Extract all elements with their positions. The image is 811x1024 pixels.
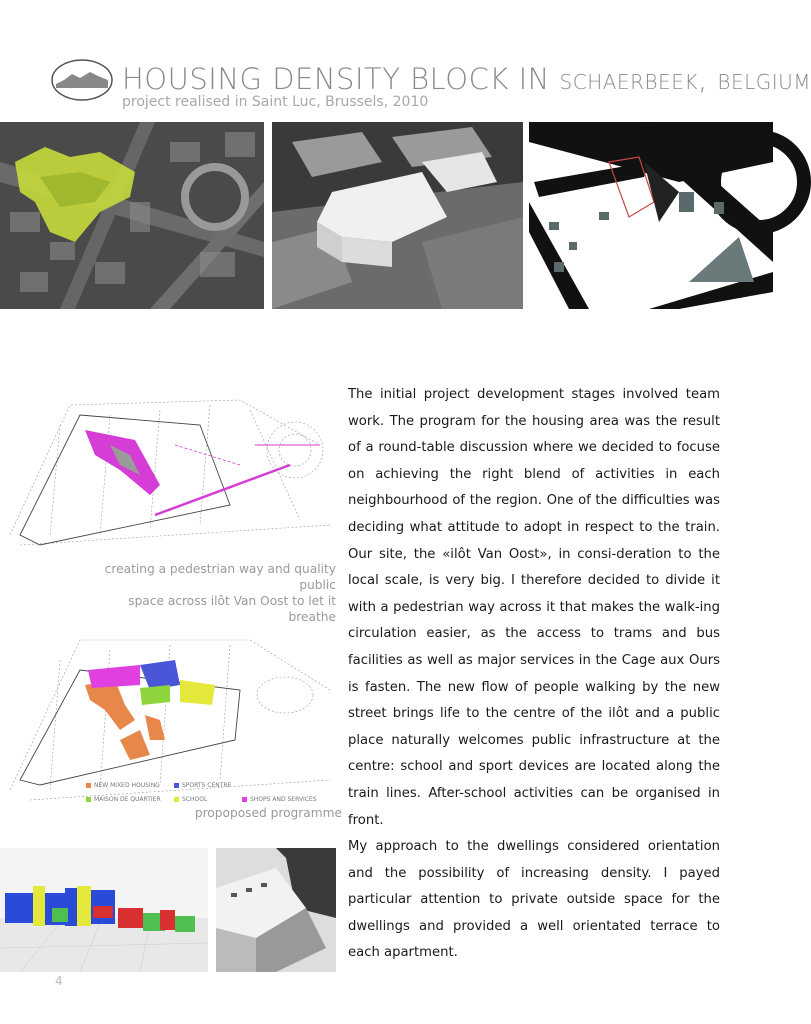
model-photo bbox=[272, 122, 523, 309]
caption1-line2: space across ilôt Van Oost to let it breathe bbox=[128, 594, 336, 624]
blue-swatch-icon bbox=[174, 783, 179, 788]
site-plan-photo bbox=[529, 122, 773, 309]
yellow-swatch-icon bbox=[174, 797, 179, 802]
caption1-line1: creating a pedestrian way and quality public bbox=[104, 562, 336, 592]
page-subtitle: project realised in Saint Luc, Brussels, 2010 bbox=[122, 94, 429, 110]
programme-plan bbox=[0, 630, 340, 810]
green-swatch-icon bbox=[86, 797, 91, 802]
orange-swatch-icon bbox=[86, 783, 91, 788]
body-paragraph-2: My approach to the dwellings considered orientation and the possibility of increasing density. I payed particular attention to private outside space for the dwellings and provided a well orientated terrace to each apartment. bbox=[348, 839, 720, 961]
color-block-model bbox=[0, 848, 208, 972]
magenta-swatch-icon bbox=[242, 797, 247, 802]
aerial-photo bbox=[0, 122, 264, 309]
page-title bbox=[122, 62, 811, 96]
title-part2: schaerbeek, belgium bbox=[559, 62, 811, 96]
title-part1: HOUSING DENSITY BLOCK IN bbox=[122, 62, 550, 96]
legend-green: MAISON DE QUARTIER bbox=[86, 796, 161, 803]
white-model-photo bbox=[216, 848, 336, 972]
legend-orange: NEW MIXED HOUSING bbox=[86, 782, 160, 789]
legend-blue: SPORTS CENTRE bbox=[174, 782, 231, 789]
body-paragraph-1: The initial project development stages involved team work. The program for the housing area was the result of a round-table discussion where we decided to focuse on achieving the right blend of activities in each neighbourhood of the region. One of the difficulties was deciding what attitude to adopt in respect to the train. Our site, the «ilôt Van Oost», in consi-deration to the local scale, is very big. I therefore decided to divide it with a pedestrian way across it that makes the walk-ing circulation easier, as the access to trams and bus facilities as well as major services in the Cage aux Ours is fasten. The new flow of people walking by the new street brings life to the centre of the ilôt and a public place naturally welcomes public infrastructure at the centre: school and sport devices are located along the train lines. After-school activities can be organised in front. bbox=[348, 387, 720, 828]
caption-pedestrian-way bbox=[80, 561, 336, 625]
caption-programme: propoposed programme bbox=[194, 806, 342, 820]
body-text bbox=[348, 382, 720, 967]
pedestrian-way-plan bbox=[0, 385, 340, 560]
legend-magenta: SHOPS AND SERVICES bbox=[242, 796, 317, 803]
legend-yellow: SCHOOL bbox=[174, 796, 207, 803]
page-number: 4 bbox=[55, 974, 63, 988]
logo-icon bbox=[50, 58, 114, 102]
